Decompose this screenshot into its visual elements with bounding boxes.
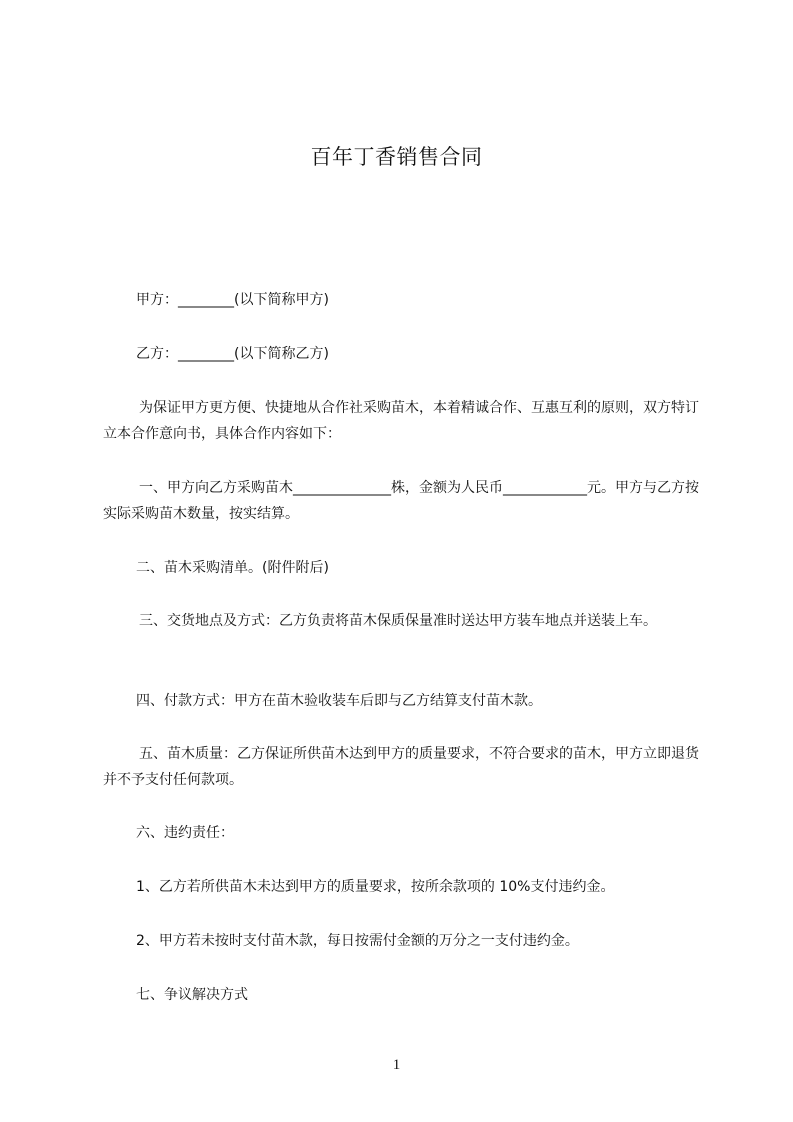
document-title: 百年丁香销售合同 [310,145,483,169]
party-b-line: 乙方：________(以下简称乙方) [136,346,329,362]
preamble-paragraph: 为保证甲方更方便、快捷地从合作社采购苗木，本着精诚合作、互惠互利的原则，双方特订立本合作意向书，具体合作内容如下： [103,400,699,442]
clause-6-liability: 六、违约责任： [136,825,234,841]
clause-5-quality: 五、苗木质量：乙方保证所供苗木达到甲方的质量要求，不符合要求的苗木，甲方立即退货并不予支付任何款项。 [103,746,699,788]
clause-3-delivery: 三、交货地点及方式：乙方负责将苗木保质保量准时送达甲方装车地点并送装上车。 [139,613,657,629]
clause-1-purchase: 一、甲方向乙方采购苗木______________株，金额为人民币____________元。甲方与乙方按实际采购苗木数量，按实结算。 [103,480,699,522]
clause-4-payment: 四、付款方式：甲方在苗木验收装车后即与乙方结算支付苗木款。 [136,693,542,709]
clause-2-list: 二、苗木采购清单。(附件附后) [136,560,329,576]
clause-7-dispute: 七、争议解决方式 [136,987,248,1003]
clause-6-item-1: 1、乙方若所供苗木未达到甲方的质量要求，按所余款项的 10%支付违约金。 [136,879,615,895]
page-number: 1 [392,1057,401,1073]
clause-6-item-2: 2、甲方若未按时支付苗木款，每日按需付金额的万分之一支付违约金。 [136,933,579,949]
party-a-line: 甲方：________(以下简称甲方) [136,292,329,308]
